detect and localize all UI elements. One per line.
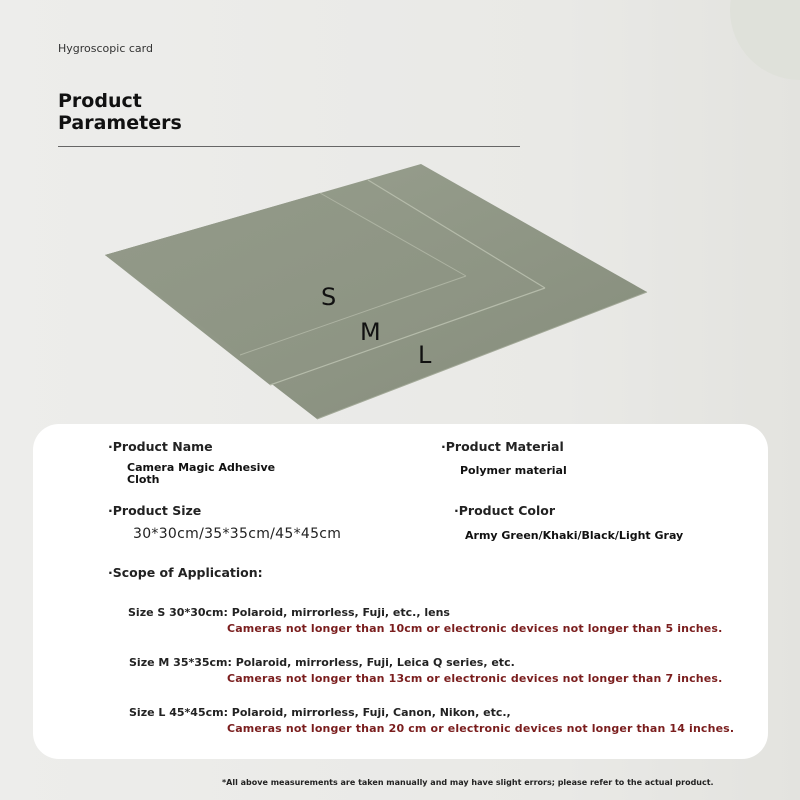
product-name-value-line-1: Camera Magic Adhesive <box>127 461 276 474</box>
scope-size-s-note: Cameras not longer than 10cm or electronic devices not longer than 5 inches. <box>227 622 723 635</box>
scope-title: ·Scope of Application: <box>108 565 263 580</box>
size-label-s: S <box>321 283 337 311</box>
scope-size-m-note: Cameras not longer than 13cm or electronic devices not longer than 7 inches. <box>227 672 723 685</box>
product-name-label: ·Product Name <box>108 439 213 454</box>
scope-size-l-note: Cameras not longer than 20 cm or electronic devices not longer than 14 inches. <box>227 722 735 735</box>
size-label-l: L <box>418 341 432 369</box>
scope-size-s-line: Size S 30*30cm: Polaroid, mirrorless, Fuji, etc., lens <box>128 606 450 619</box>
product-material-field <box>441 439 567 477</box>
decorative-corner <box>730 0 800 80</box>
title-line-2: Parameters <box>58 112 182 134</box>
product-size-label: ·Product Size <box>108 503 202 518</box>
product-color-field <box>454 503 683 542</box>
product-name-field <box>108 439 275 486</box>
scope-size-m-line: Size M 35*35cm: Polaroid, mirrorless, Fuji, Leica Q series, etc. <box>129 656 515 669</box>
measurement-footnote: *All above measurements are taken manually and may have slight errors; please refer to the actual product. <box>222 778 714 787</box>
product-color-value: Army Green/Khaki/Black/Light Gray <box>465 529 684 542</box>
product-material-label: ·Product Material <box>441 439 564 454</box>
product-material-value: Polymer material <box>460 464 567 477</box>
product-size-field <box>108 503 341 540</box>
size-label-m: M <box>360 318 381 346</box>
product-color-label: ·Product Color <box>454 503 556 518</box>
product-name-value-line-2: Cloth <box>127 473 160 486</box>
title-line-1: Product <box>58 90 142 112</box>
page-subtitle: Hygroscopic card <box>58 42 153 55</box>
parameters-card <box>33 424 768 759</box>
page-title <box>58 90 182 134</box>
product-name-value <box>127 462 275 486</box>
product-photo <box>0 160 800 430</box>
scope-size-l-line: Size L 45*45cm: Polaroid, mirrorless, Fuji, Canon, Nikon, etc., <box>129 706 511 719</box>
title-divider <box>58 146 520 147</box>
product-size-value: 30*30cm/35*35cm/45*45cm <box>133 526 342 542</box>
